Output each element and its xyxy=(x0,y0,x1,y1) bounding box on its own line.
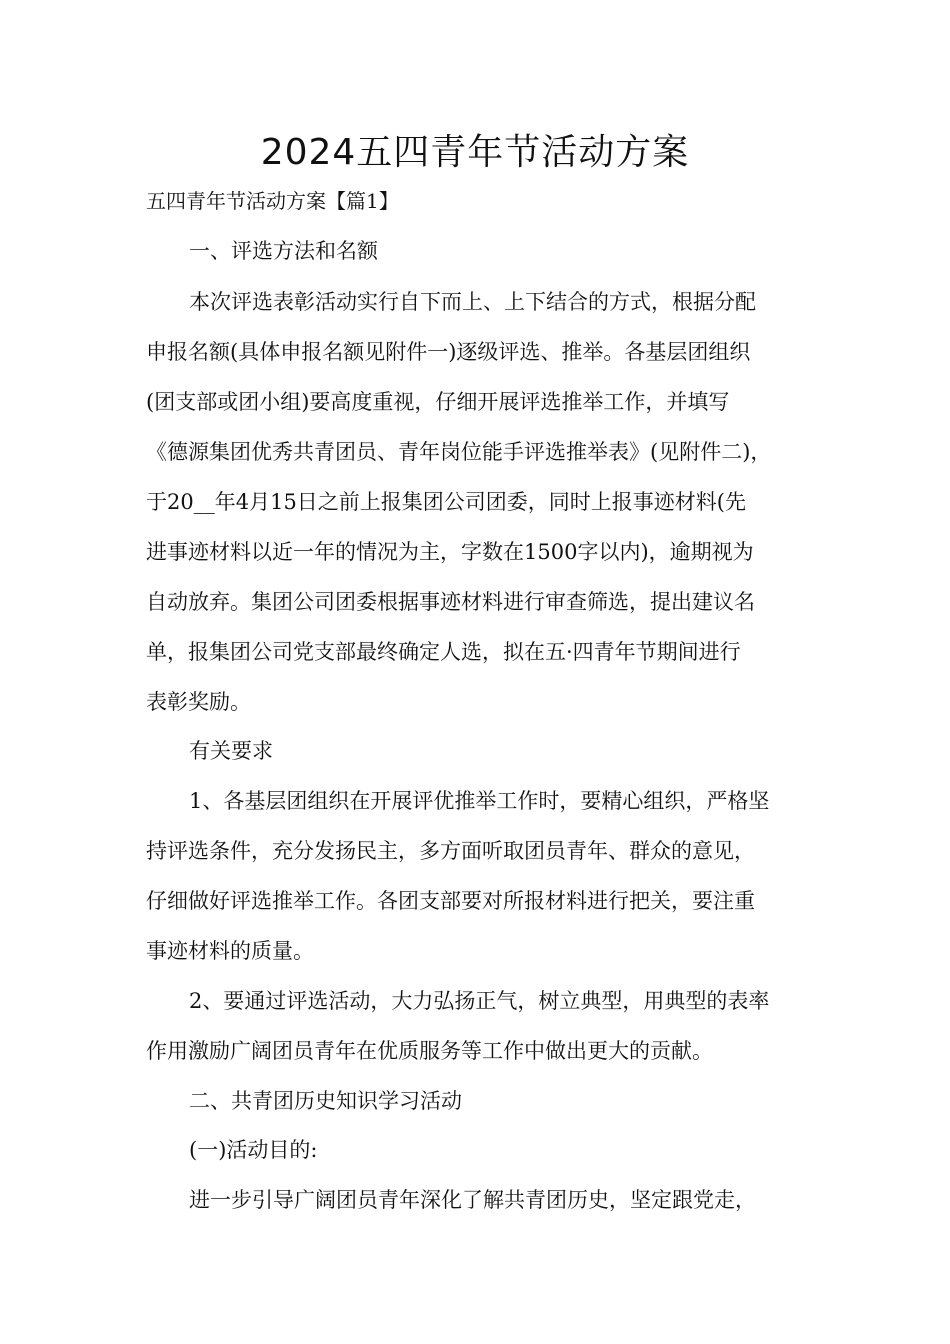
paragraph-line: 仔细做好评选推举工作。各团支部要对所报材料进行把关，要注重 xyxy=(146,889,755,913)
paragraph-line: 于20__年4月15日之前上报集团公司团委，同时上报事迹材料(先 xyxy=(146,490,746,514)
paragraph-line: 申报名额(具体申报名额见附件一)逐级评选、推举。各基层团组织 xyxy=(146,340,751,364)
document-subtitle: 五四青年节活动方案【篇1】 xyxy=(146,189,399,213)
paragraph-line: 作用激励广阔团员青年在优质服务等工作中做出更大的贡献。 xyxy=(146,1039,713,1063)
paragraph-line: 事迹材料的质量。 xyxy=(146,939,314,963)
paragraph-line: 自动放弃。集团公司团委根据事迹材料进行审查筛选，提出建议名 xyxy=(146,590,755,614)
paragraph-line: 表彰奖励。 xyxy=(146,690,251,714)
paragraph-line: 本次评选表彰活动实行自下而上、上下结合的方式，根据分配 xyxy=(189,290,756,314)
paragraph-line: 2、要通过评选活动，大力弘扬正气，树立典型，用典型的表率 xyxy=(189,989,770,1013)
section-heading: 二、共青团历史知识学习活动 xyxy=(189,1089,462,1113)
section-heading: 有关要求 xyxy=(189,739,273,763)
paragraph-line: 单，报集团公司党支部最终确定人选，拟在五·四青年节期间进行 xyxy=(146,640,741,664)
subsection-heading: (一)活动目的: xyxy=(189,1138,318,1162)
paragraph-line: 《德源集团优秀共青团员、青年岗位能手评选推举表》(见附件二)， xyxy=(146,440,772,464)
paragraph-line: 进事迹材料以近一年的情况为主，字数在1500字以内)，逾期视为 xyxy=(146,540,754,564)
document-title: 2024五四青年节活动方案 xyxy=(260,132,690,173)
paragraph-line: 进一步引导广阔团员青年深化了解共青团历史，坚定跟党走， xyxy=(189,1188,756,1212)
paragraph-line: (团支部或团小组)要高度重视，仔细开展评选推举工作，并填写 xyxy=(146,390,730,414)
paragraph-line: 持评选条件，充分发扬民主，多方面听取团员青年、群众的意见， xyxy=(146,839,755,863)
section-heading: 一、评选方法和名额 xyxy=(189,239,378,263)
paragraph-line: 1、各基层团组织在开展评优推举工作时，要精心组织，严格坚 xyxy=(189,789,770,813)
